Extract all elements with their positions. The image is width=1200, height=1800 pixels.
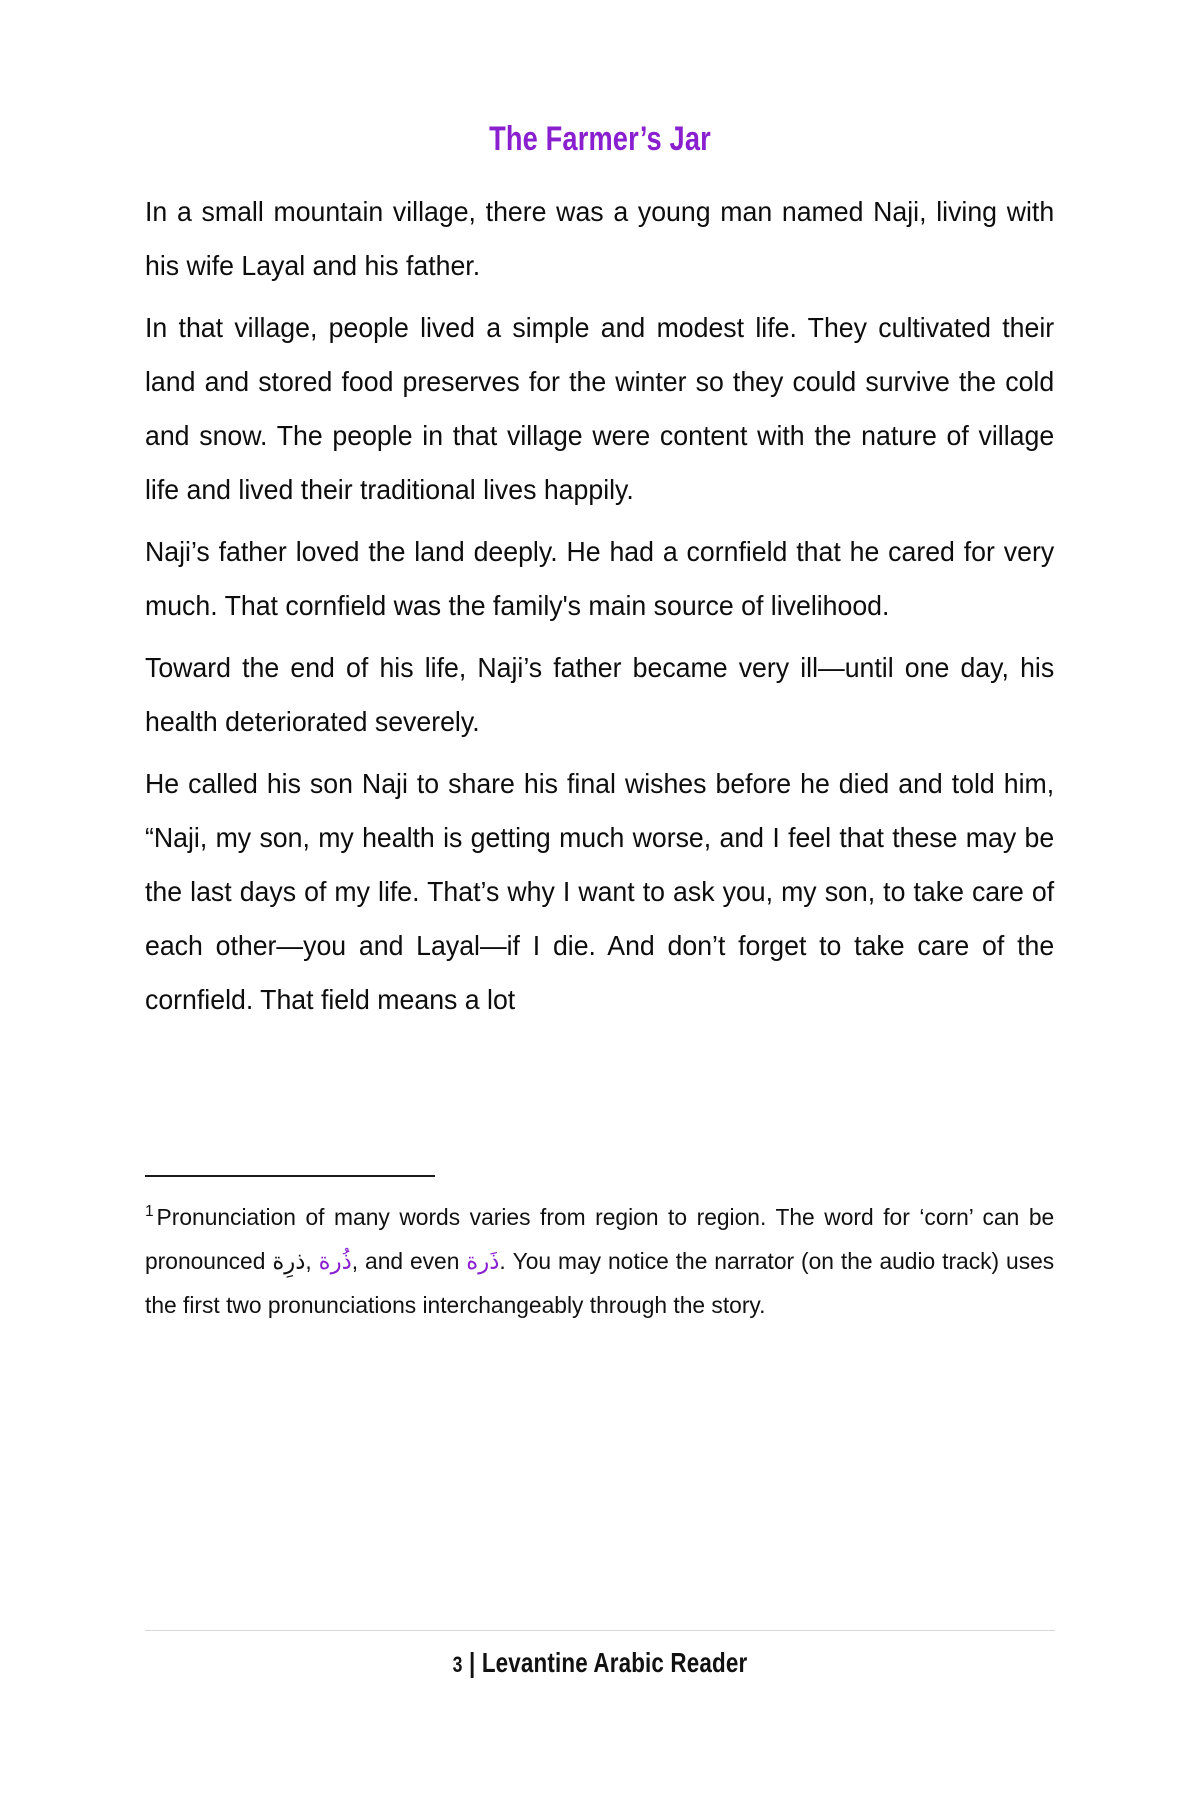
footnote-text [145, 1195, 1054, 1327]
footnote-text-segment: . You may notice the narrator (on the audio track) uses the first two pronunciations interchangeably through the story. [145, 1248, 1055, 1318]
paragraph: In a small mountain village, there was a young man named Naji, living with his wife Layal and his father. [145, 196, 1055, 282]
page-content [145, 120, 1055, 1027]
arabic-word-durra: ذُرة [318, 1247, 352, 1275]
paragraph: Naji’s father loved the land deeply. He had a cornfield that he cared for very much. That cornfield was the family's main source of livelihood. [145, 536, 1055, 622]
footnote-section [145, 1175, 1055, 1327]
footnote-separator-comma: , [305, 1248, 319, 1274]
footer-divider [145, 1630, 1055, 1631]
page-title: The Farmer’s Jar [489, 120, 711, 158]
footer-separator: | [468, 1647, 476, 1678]
paragraph: He called his son Naji to share his final wishes before he died and told him, “Naji, my son, my health is getting much worse, and I feel that these may be the last days of my life. That’s why I want to ask you, my son, to take care of each other—you and Layal—if I die. And don’t forget to take care of the cornfield. That field means a lot [145, 768, 1055, 1016]
footnote-text-segment: Pronunciation of many words varies from region to region. The word for ‘corn’ can be pronounced [145, 1204, 1055, 1274]
footnote-separator-rule [145, 1175, 435, 1177]
page-footer [145, 1630, 1055, 1679]
paragraph: In that village, people lived a simple and modest life. They cultivated their land and stored food preserves for the winter so they could survive the cold and snow. The people in that village were content with the nature of village life and lived their traditional lives happily. [145, 312, 1055, 506]
footnote-marker: 1 [145, 1203, 154, 1221]
paragraph: Toward the end of his life, Naji’s father became very ill—until one day, his health deteriorated severely. [145, 652, 1055, 738]
arabic-word-dirra: ذرِة [272, 1247, 306, 1275]
page-number: 3 [452, 1652, 463, 1677]
footnote-text-segment: , and even [351, 1248, 467, 1274]
arabic-word-darra: ذَرة [466, 1247, 500, 1275]
footer-content [236, 1647, 964, 1679]
body-text-block [145, 185, 1055, 1027]
book-title: Levantine Arabic Reader [481, 1647, 748, 1678]
